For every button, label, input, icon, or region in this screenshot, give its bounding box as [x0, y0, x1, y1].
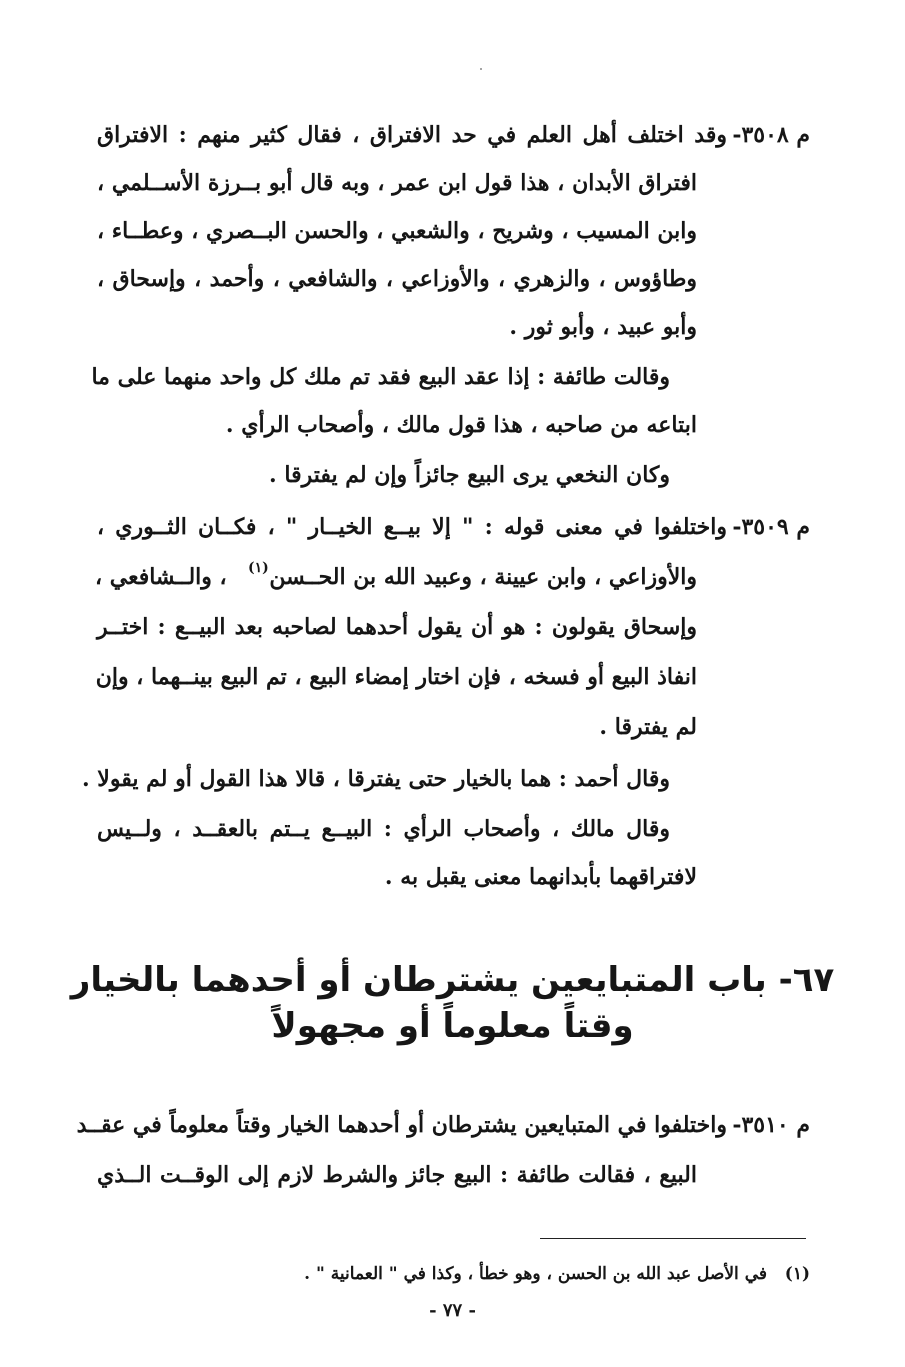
footnote-text: في الأصل عبد الله بن الحسن ، وهو خطأ ، وكذا في " العمانية " . — [304, 1264, 767, 1284]
para-3509-line-4: انفاذ البيع أو فسخه ، فإن اختار إمضاء البيع ، تم البيع بينــهما ، وإن — [95, 664, 697, 690]
para-3508-line-5: وأبو عبيد ، وأبو ثور . — [509, 314, 697, 340]
para-3508b-line-2: ابتاعه من صاحبه ، هذا قول مالك ، وأصحاب الرأي . — [225, 412, 697, 438]
para-3508-line-3: وابن المسيب ، وشريح ، والشعبي ، والحسن البــصري ، وعطــاء ، — [97, 218, 697, 244]
chapter-heading-line-2: وقتاً معلوماً أو مجهولاً — [271, 1006, 634, 1046]
para-3509c-line-1: وقال مالك ، وأصحاب الرأي : البيــع يــتم بالعقــد ، ولــيس — [97, 816, 670, 842]
para-3509-line-2: والأوزاعي ، وابن عيينة ، وعبيد الله بن الحــسن — [269, 564, 697, 590]
para-3509c-line-2: لافتراقهما بأبدانهما معنى يقبل به . — [384, 864, 697, 890]
para-3510-line-1: واختلفوا في المتبايعين يشترطان أو أحدهما الخيار وقتاً معلوماً في عقــد — [76, 1112, 727, 1138]
para-3509-line-2b: ، والــشافعي ، — [95, 564, 227, 590]
para-3510-number: م ٣٥١٠- — [732, 1112, 810, 1138]
para-3508-line-2: افتراق الأبدان ، هذا قول ابن عمر ، وبه قال أبو بــرزة الأســلمي ، — [97, 170, 697, 196]
footnote-separator — [540, 1238, 806, 1239]
para-3508-line-1: وقد اختلف أهل العلم في حد الافتراق ، فقال كثير منهم : الافتراق — [97, 122, 727, 148]
para-3508-number: م ٣٥٠٨- — [732, 122, 810, 148]
scan-speck — [480, 68, 482, 70]
para-3509-line-3: وإسحاق يقولون : هو أن يقول أحدهما لصاحبه بعد البيــع : اختــر — [97, 614, 697, 640]
para-3508b-line-1: وقالت طائفة : إذا عقد البيع فقد تم ملك كل واحد منهما على ما — [91, 364, 670, 390]
para-3510-line-2: البيع ، فقالت طائفة : البيع جائز والشرط لازم إلى الوقــت الــذي — [97, 1162, 697, 1188]
para-3509-line-1: واختلفوا في معنى قوله : " إلا بيــع الخيــار " ، فكــان الثــوري ، — [97, 514, 727, 540]
footnote-reference: (١) — [248, 560, 269, 576]
page-number: - ٧٧ - — [429, 1300, 476, 1321]
para-3508-line-4: وطاؤوس ، والزهري ، والأوزاعي ، والشافعي ، وأحمد ، وإسحاق ، — [97, 266, 697, 292]
para-3508c: وكان النخعي يرى البيع جائزاً وإن لم يفترقا . — [269, 462, 670, 488]
footnote-marker: (١) — [784, 1264, 810, 1284]
chapter-heading-line-1: ٦٧- باب المتبايعين يشترطان أو أحدهما بالخيار — [70, 960, 835, 1000]
para-3509-line-5: لم يفترقا . — [599, 714, 697, 740]
para-3509-number: م ٣٥٠٩- — [732, 514, 810, 540]
para-3509b: وقال أحمد : هما بالخيار حتى يفترقا ، قالا هذا القول أو لم يقولا . — [81, 766, 670, 792]
